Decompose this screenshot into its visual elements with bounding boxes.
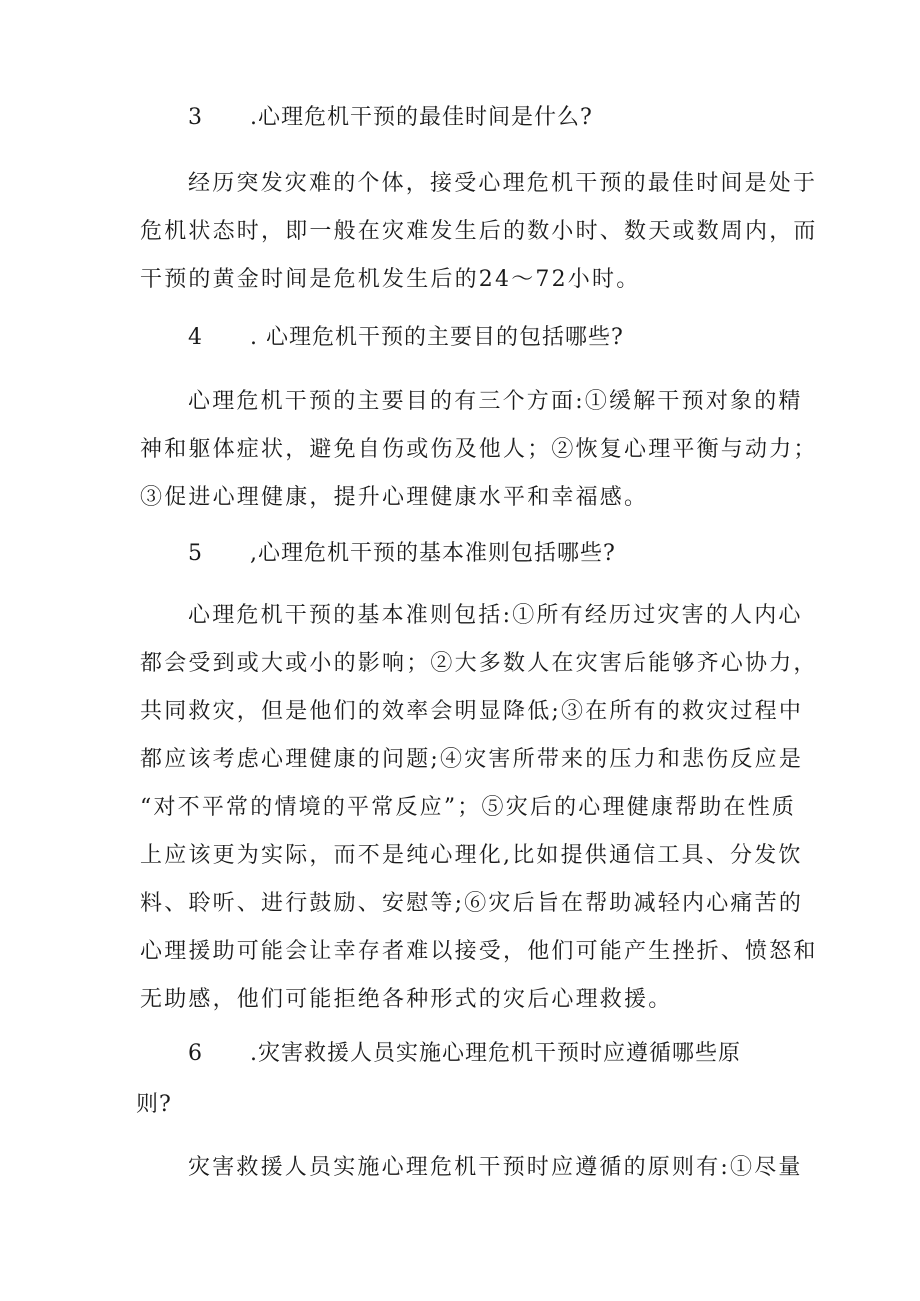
section-number: 3 (188, 105, 203, 130)
paragraph-line: ③促进心理健康，提升心理健康水平和幸福感。 (140, 485, 649, 510)
section-heading-3 (188, 100, 593, 131)
paragraph-line: 经历突发灾难的个体，接受心理危机干预的最佳时间是处于 (188, 171, 818, 196)
section-number: 4 (188, 325, 203, 350)
paragraph-line: 灾害救援人员实施心理危机干预时应遵循的原则有:①尽量 (188, 1155, 803, 1180)
section-title: ,心理危机干预的基本准则包括哪些? (250, 541, 616, 566)
paragraph-line: 料、聆听、进行鼓励、安慰等;⑥灾后旨在帮助减轻内心痛苦的 (140, 891, 804, 916)
section-number: 5 (188, 541, 203, 566)
section-paragraph-6 (140, 1144, 820, 1192)
paragraph-line: 共同救灾，但是他们的效率会明显降低;③在所有的救灾过程中 (140, 699, 804, 724)
section-heading-5 (188, 536, 616, 567)
paragraph-line: 都会受到或大或小的影响；②大多数人在灾害后能够齐心协力， (140, 651, 818, 676)
paragraph-line: 危机状态时，即一般在灾难发生后的数小时、数天或数周内，而 (140, 219, 818, 244)
paragraph-line: 神和躯体症状，避免自伤或伤及他人；②恢复心理平衡与动力； (140, 437, 818, 462)
section-paragraph-3 (140, 160, 820, 304)
section-title-continuation: 则? (136, 1092, 172, 1117)
paragraph-line: 上应该更为实际，而不是纯心理化,比如提供通信工具、分发饮 (140, 843, 803, 868)
paragraph-line: 干预的黄金时间是危机发生后的24～72小时。 (140, 267, 641, 292)
paragraph-line: “对不平常的情境的平常反应”；⑤灾后的心理健康帮助在性质 (140, 795, 797, 820)
paragraph-line: 无助感，他们可能拒绝各种形式的灾后心理救援。 (140, 987, 673, 1012)
section-paragraph-4 (140, 378, 820, 522)
section-heading-6 (136, 1036, 788, 1118)
section-heading-4 (188, 320, 624, 351)
section-paragraph-5 (140, 592, 820, 1024)
section-title: . 心理危机干预的主要目的包括哪些? (250, 325, 624, 350)
paragraph-line: 心理危机干预的基本准则包括:①所有经历过灾害的人内心 (188, 603, 803, 628)
section-number: 6 (188, 1041, 203, 1066)
section-title: .灾害救援人员实施心理危机干预时应遵循哪些原 (250, 1041, 741, 1066)
paragraph-line: 心理援助可能会让幸存者难以接受，他们可能产生挫折、愤怒和 (140, 939, 818, 964)
paragraph-line: 都应该考虑心理健康的问题;④灾害所带来的压力和悲伤反应是 (140, 747, 804, 772)
paragraph-line: 心理危机干预的主要目的有三个方面:①缓解干预对象的精 (188, 389, 803, 414)
section-title: .心理危机干预的最佳时间是什么? (250, 105, 593, 130)
